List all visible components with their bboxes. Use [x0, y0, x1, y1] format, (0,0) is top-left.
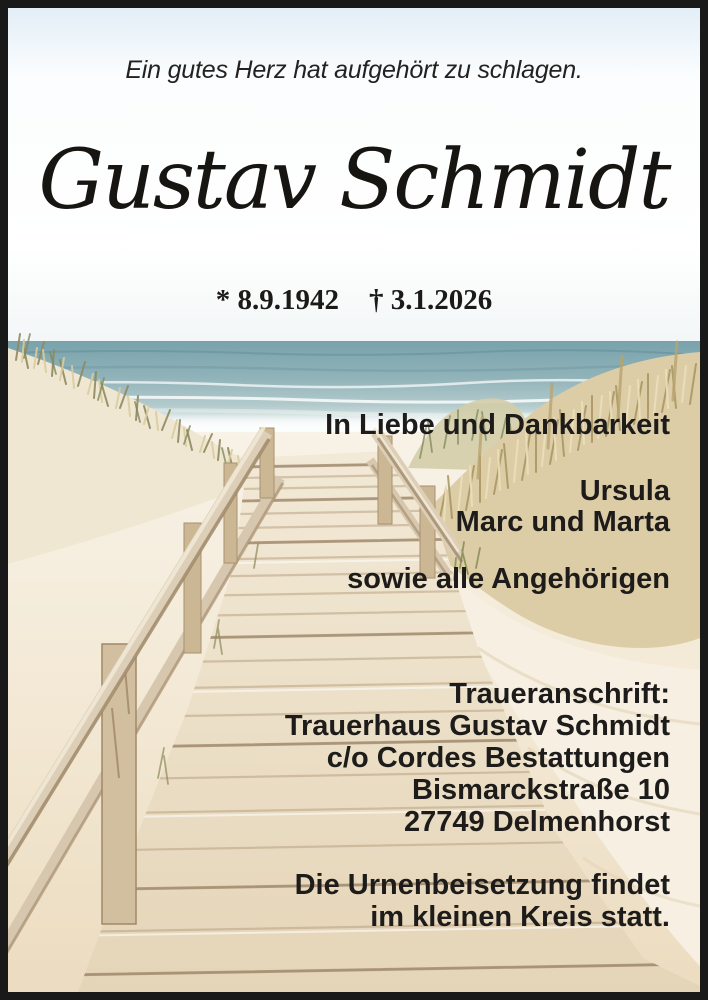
condolence-address-line: 27749 Delmenhorst	[404, 806, 670, 838]
condolence-address-label: Traueranschrift:	[449, 678, 670, 710]
condolence-address-line: c/o Cordes Bestattungen	[326, 742, 670, 774]
condolence-address-line: Bismarckstraße 10	[412, 774, 670, 806]
obituary-inner	[8, 8, 700, 992]
mourners-suffix: sowie alle Angehörigen	[347, 563, 670, 595]
funeral-note	[295, 869, 670, 933]
mourner-name: Marc und Marta	[455, 506, 670, 538]
epigraph-text: Ein gutes Herz hat aufgehört zu schlagen.	[125, 56, 583, 84]
condolence-address	[285, 678, 670, 838]
condolence-address-line: Trauerhaus Gustav Schmidt	[284, 710, 670, 742]
mourner-name: Ursula	[579, 475, 670, 507]
funeral-note-line: Die Urnenbeisetzung findet	[294, 869, 670, 901]
funeral-note-line: im kleinen Kreis statt.	[370, 901, 670, 933]
death-date: † 3.1.2026	[369, 284, 493, 316]
mourners-list	[456, 476, 670, 538]
deceased-name: Gustav Schmidt	[38, 133, 670, 228]
birth-date: * 8.9.1942	[215, 284, 339, 316]
life-dates	[8, 284, 700, 317]
dedication-text: In Liebe und Dankbarkeit	[325, 409, 670, 441]
